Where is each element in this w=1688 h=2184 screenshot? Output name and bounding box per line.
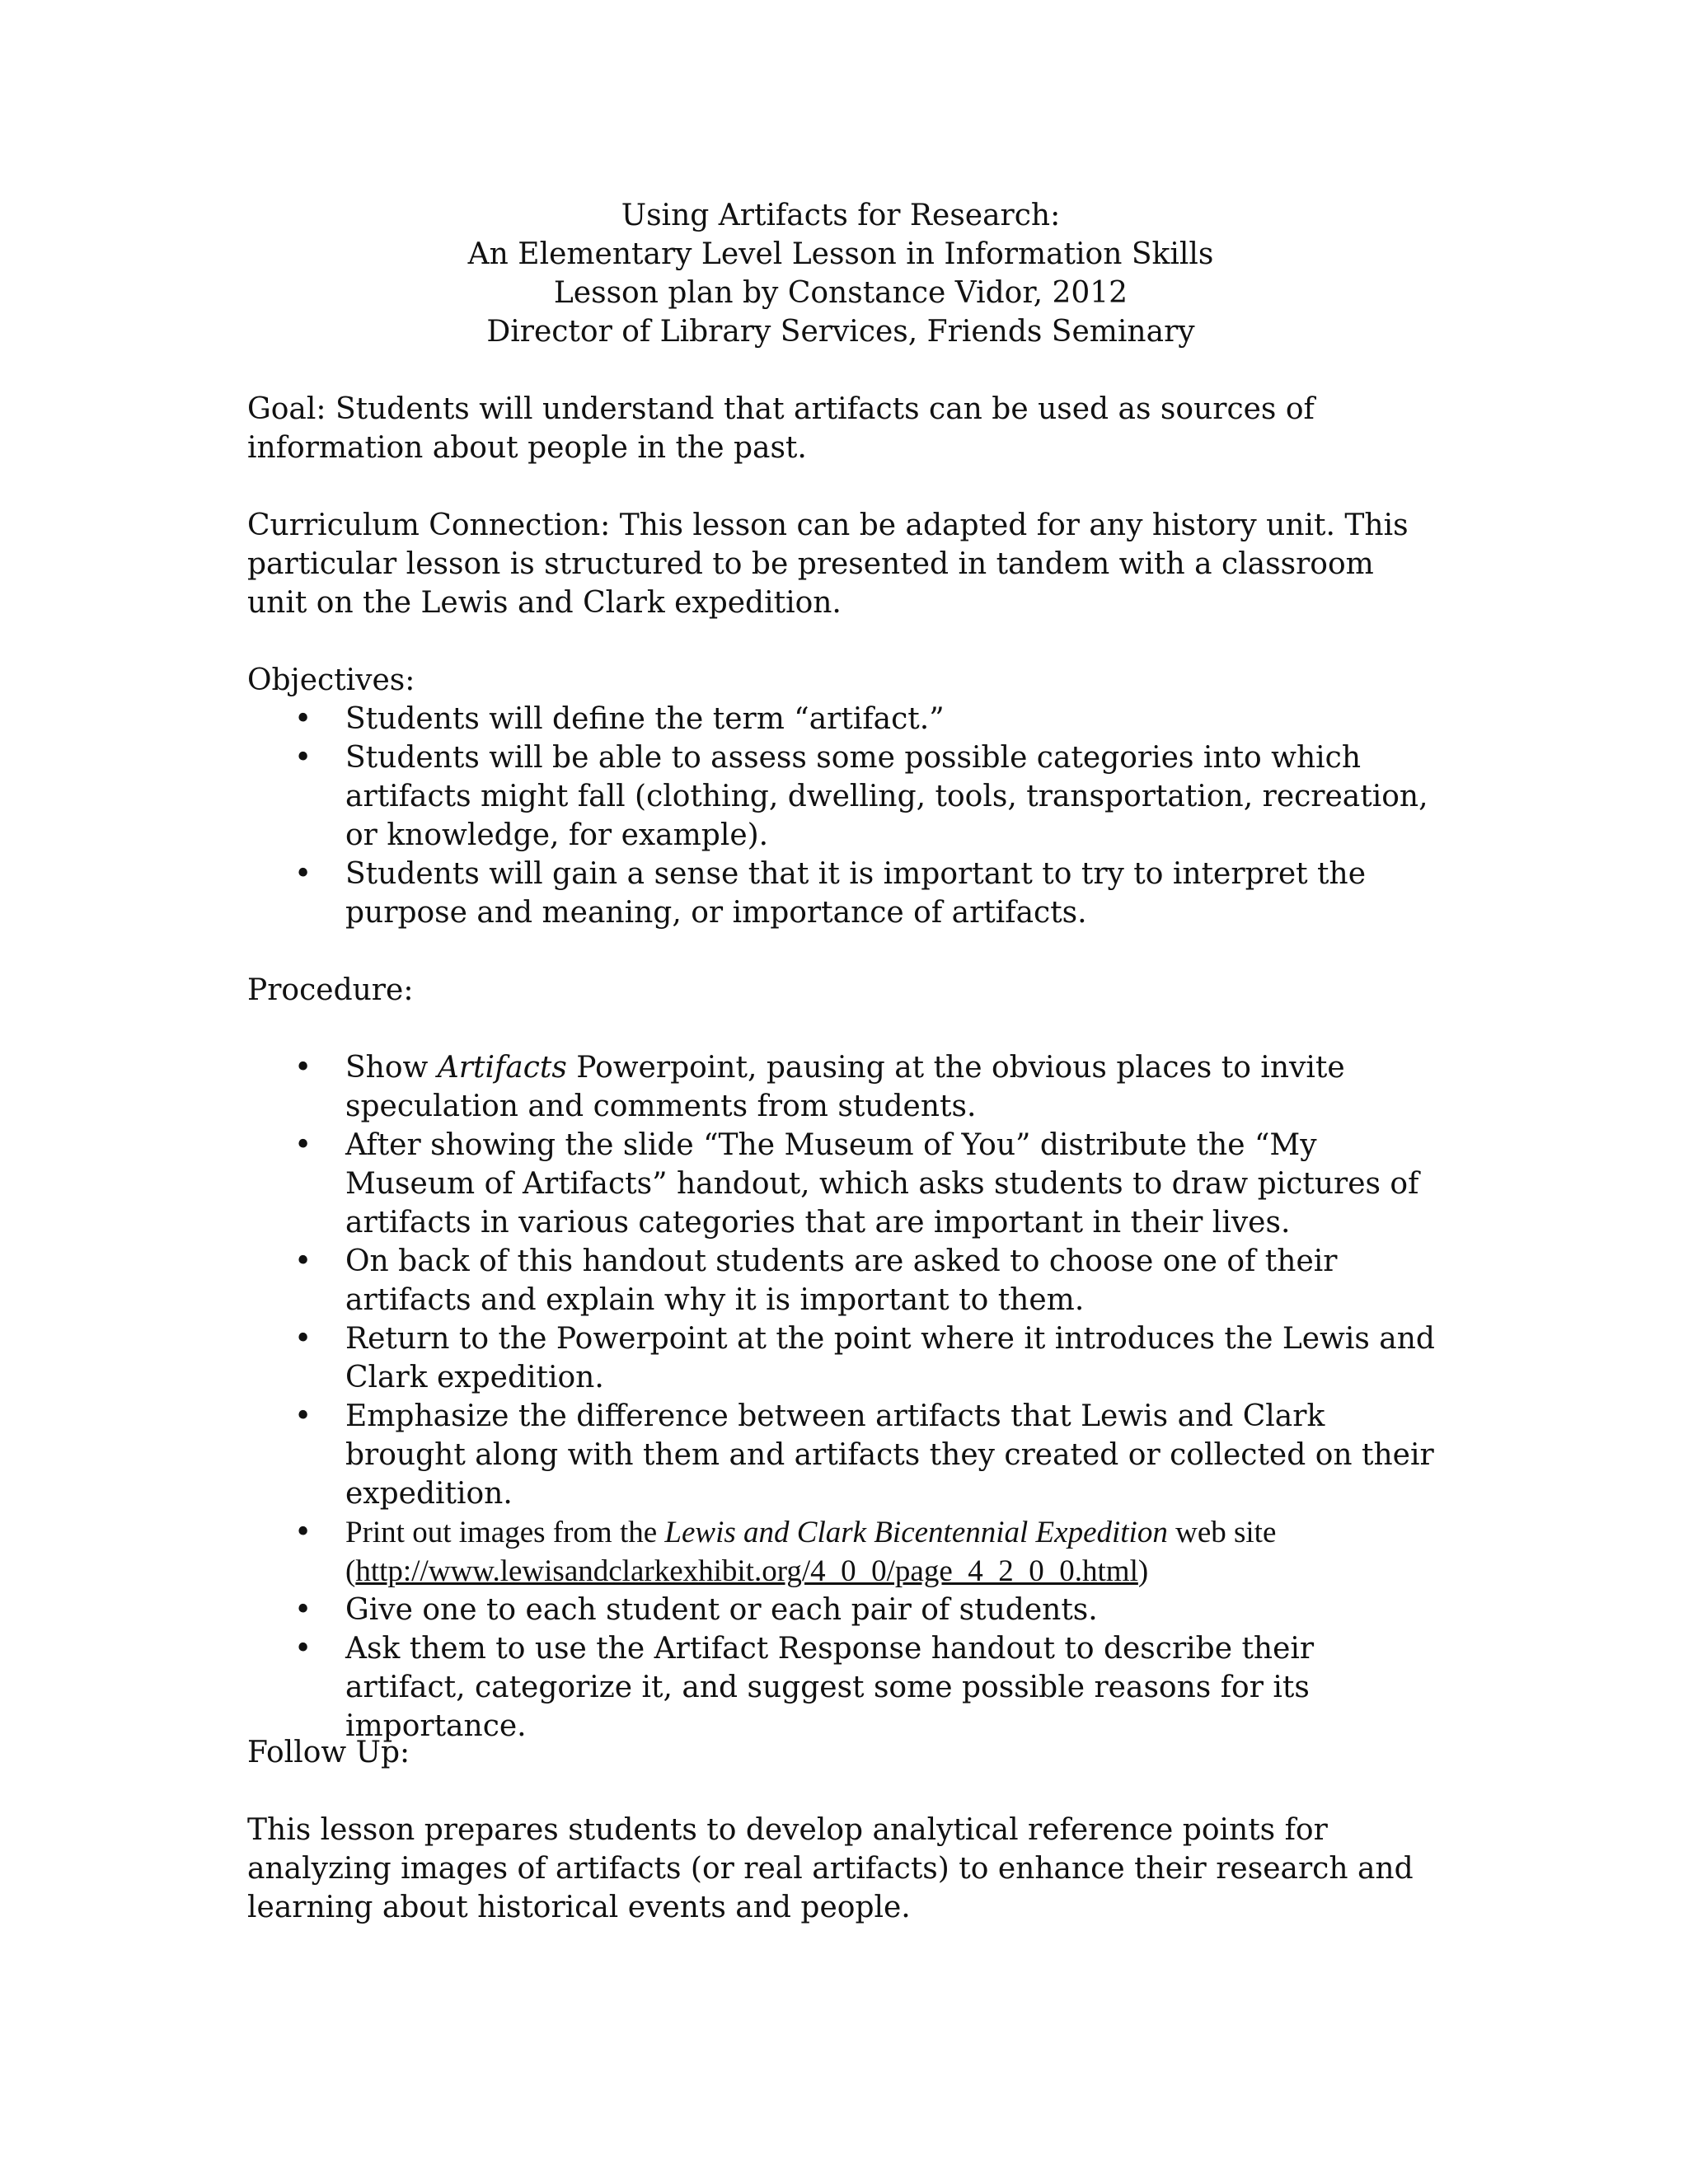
procedure-item: [247, 1242, 1442, 1319]
bullet-icon: •: [294, 1051, 312, 1085]
procedure-item: [247, 1319, 1442, 1397]
procedure-item: [247, 1591, 1442, 1629]
follow-up-paragraph: [247, 1811, 1442, 1927]
artifacts-title: Artifacts: [437, 1051, 567, 1085]
follow-up-text: This lesson prepares students to develop analytical reference points for analyzing images of artifacts (or real artifacts) to enhance their research and learning about historical events and people.: [247, 1813, 1414, 1924]
title-line-3: Lesson plan by Constance Vidor, 2012: [553, 276, 1128, 310]
objective-text: Students will gain a sense that it is important to try to interpret the purpose and meaning, or importance of artifacts.: [345, 857, 1366, 930]
lewis-clark-site-title: Lewis and Clark Bicentennial Expedition: [664, 1516, 1168, 1549]
procedure-item: [247, 1126, 1442, 1242]
bullet-icon: •: [294, 1399, 312, 1433]
procedure-item-7: Give one to each student or each pair of students.: [345, 1593, 1098, 1627]
objective-text: Students will be able to assess some possible categories into which artifacts might fall (clothing, dwelling, tools, transportation, recreation, or knowledge, for example).: [345, 741, 1428, 852]
procedure-item-1-pre: Show: [345, 1051, 438, 1085]
objectives-label: Objectives:: [247, 663, 415, 697]
procedure-item-4: Return to the Powerpoint at the point where it introduces the Lewis and Clark expedition.: [345, 1322, 1435, 1394]
bullet-icon: •: [294, 857, 312, 891]
procedure-label: Procedure:: [247, 973, 414, 1007]
bullet-icon: •: [294, 1244, 312, 1278]
procedure-item-3: On back of this handout students are asked to choose one of their artifacts and explain why it is important to them.: [345, 1244, 1338, 1317]
link-open-paren: (: [345, 1554, 356, 1588]
goal-text: Goal: Students will understand that artifacts can be used as sources of information about people in the past.: [247, 392, 1315, 465]
bullet-icon: •: [294, 1128, 312, 1162]
bullet-icon: •: [294, 1322, 312, 1356]
objective-text: Students will define the term “artifact.”: [345, 702, 945, 736]
procedure-item: [247, 1397, 1442, 1513]
bullet-icon: •: [294, 1632, 312, 1666]
procedure-item: [247, 1513, 1442, 1591]
bullet-icon: •: [294, 741, 312, 775]
bullet-icon: •: [294, 1593, 312, 1627]
procedure-item-6-post: web site: [1167, 1516, 1277, 1549]
procedure-item-6-pre: Print out images from the: [345, 1516, 665, 1549]
objective-item: [247, 700, 1442, 738]
bullet-icon: •: [294, 1516, 312, 1549]
procedure-item-2: After showing the slide “The Museum of You” distribute the “My Museum of Artifacts” handout, which asks students to draw pictures of artifacts in various categories that are important in their lives.: [345, 1128, 1419, 1240]
objectives-list: [247, 700, 1442, 932]
curriculum-paragraph: [247, 506, 1442, 622]
follow-up-label-block: [247, 1733, 1442, 1772]
procedure-item-5: Emphasize the difference between artifacts that Lewis and Clark brought along with them and artifacts they created or collected on their expedition.: [345, 1399, 1434, 1511]
bullet-icon: •: [294, 702, 312, 736]
follow-up-label: Follow Up:: [247, 1736, 410, 1769]
goal-paragraph: [247, 390, 1442, 467]
title-line-1: Using Artifacts for Research:: [621, 199, 1061, 232]
title-line-2: An Elementary Level Lesson in Information Skills: [467, 237, 1214, 271]
title-block: [247, 196, 1434, 351]
curriculum-text: Curriculum Connection: This lesson can be adapted for any history unit. This particular lesson is structured to be presented in tandem with a classroom unit on the Lewis and Clark expedition.: [247, 509, 1409, 620]
procedure-item: [247, 1048, 1442, 1126]
exhibit-link[interactable]: http://www.lewisandclarkexhibit.org/4_0_0/page_4_2_0_0.html: [355, 1554, 1138, 1588]
procedure-label-block: [247, 971, 1442, 1010]
objective-item: [247, 738, 1442, 855]
title-line-4: Director of Library Services, Friends Seminary: [486, 315, 1195, 349]
objectives-section: [247, 661, 1442, 932]
procedure-item: [247, 1629, 1442, 1746]
objective-item: [247, 855, 1442, 932]
link-close-paren: ): [1137, 1554, 1149, 1588]
procedure-list: [247, 1048, 1442, 1746]
procedure-item-8: Ask them to use the Artifact Response handout to describe their artifact, categorize it, and suggest some possible reasons for its importance.: [345, 1632, 1315, 1743]
procedure-section: [247, 1048, 1442, 1746]
procedure-item-1-post: Powerpoint, pausing at the obvious places to invite speculation and comments from students.: [345, 1051, 1345, 1123]
